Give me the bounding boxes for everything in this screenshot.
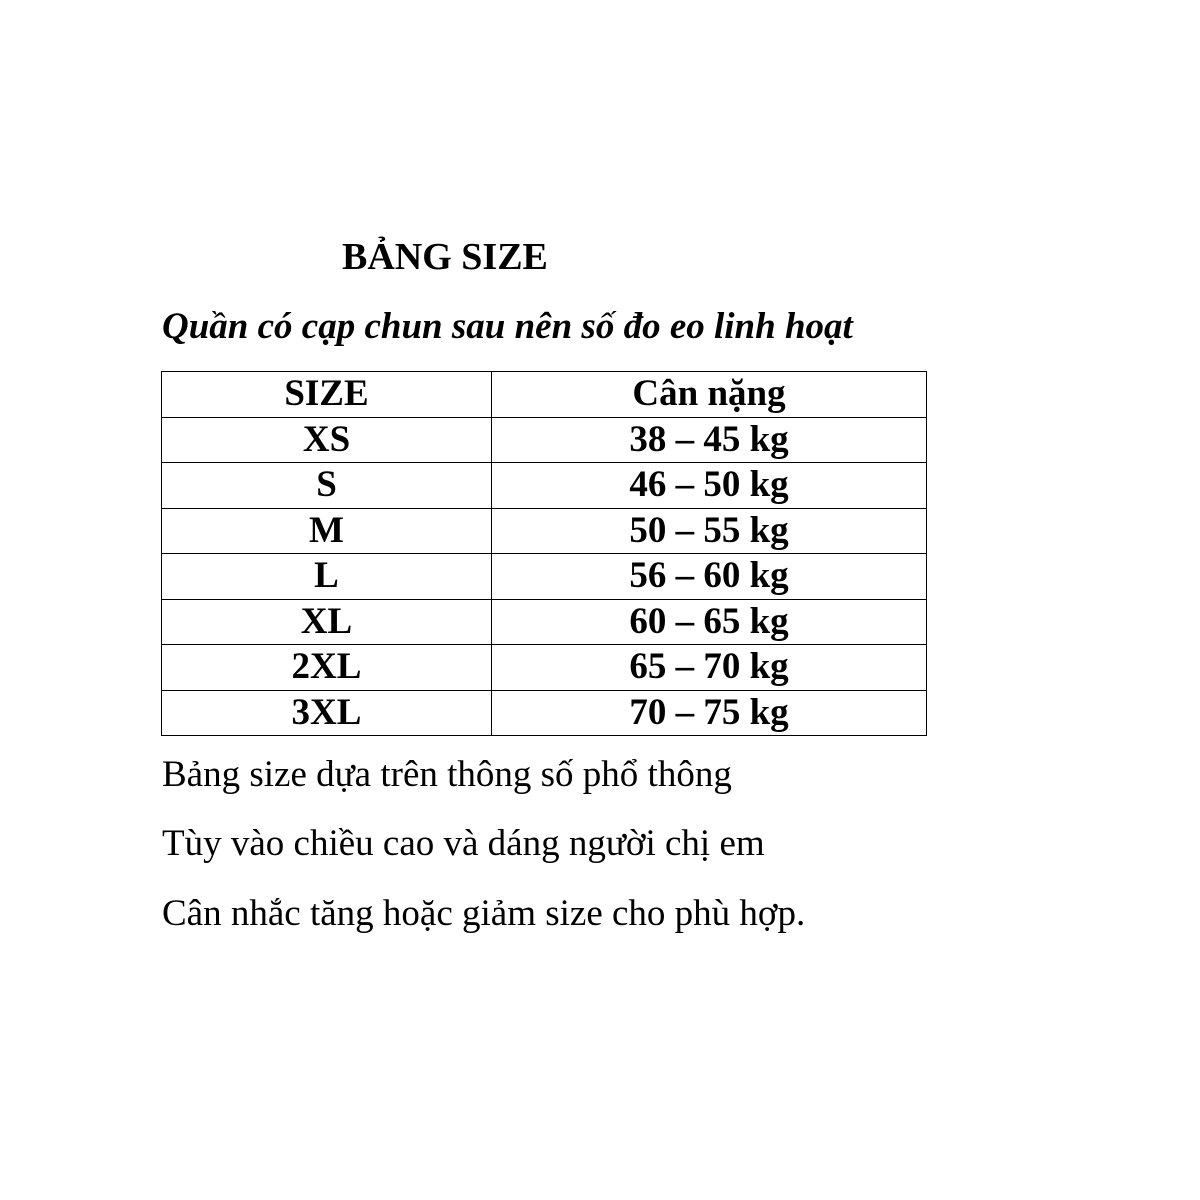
- weight-cell: 46 – 50 kg: [492, 463, 927, 509]
- size-cell: S: [162, 463, 492, 509]
- weight-cell: 70 – 75 kg: [492, 690, 927, 736]
- size-cell: L: [162, 554, 492, 600]
- page-subtitle: Quần có cạp chun sau nên số đo eo linh hoạt: [162, 306, 853, 347]
- weight-cell: 50 – 55 kg: [492, 508, 927, 554]
- table-header-row: [162, 372, 927, 418]
- note-adjust-size: Cân nhắc tăng hoặc giảm size cho phù hợp.: [162, 893, 806, 934]
- table-row: [162, 463, 927, 509]
- size-cell: XS: [162, 417, 492, 463]
- page-title: BẢNG SIZE: [342, 236, 548, 278]
- size-table: [161, 371, 927, 736]
- table-row: [162, 554, 927, 600]
- column-header-weight: Cân nặng: [492, 372, 927, 418]
- size-cell: 2XL: [162, 645, 492, 691]
- table-row: [162, 508, 927, 554]
- note-general-sizing: Bảng size dựa trên thông số phổ thông: [162, 754, 732, 795]
- size-cell: XL: [162, 599, 492, 645]
- note-height-and-body: Tùy vào chiều cao và dáng người chị em: [162, 823, 765, 864]
- weight-cell: 60 – 65 kg: [492, 599, 927, 645]
- table-row: [162, 645, 927, 691]
- size-cell: 3XL: [162, 690, 492, 736]
- table-row: [162, 599, 927, 645]
- table-row: [162, 417, 927, 463]
- weight-cell: 56 – 60 kg: [492, 554, 927, 600]
- size-cell: M: [162, 508, 492, 554]
- weight-cell: 65 – 70 kg: [492, 645, 927, 691]
- table-row: [162, 690, 927, 736]
- column-header-size: SIZE: [162, 372, 492, 418]
- weight-cell: 38 – 45 kg: [492, 417, 927, 463]
